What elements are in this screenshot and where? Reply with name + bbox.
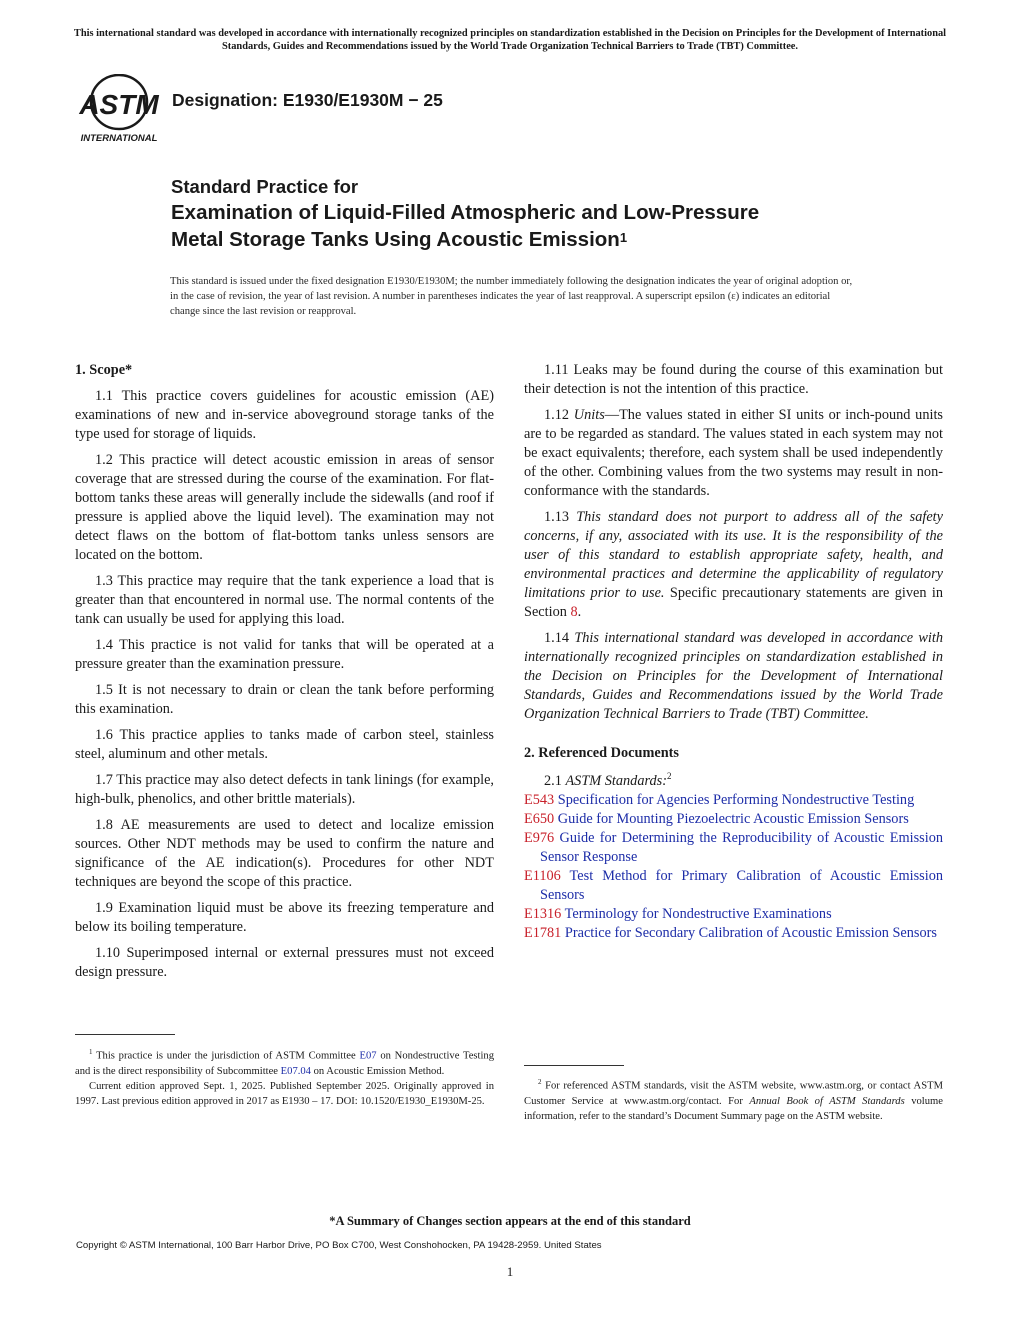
section-1-heading: 1. Scope* xyxy=(75,362,133,378)
footnote-1 xyxy=(75,1045,494,1109)
reference-title[interactable]: Guide for Determining the Reproducibility of Acoustic Emission Sensor Response xyxy=(540,829,943,865)
reference-code[interactable]: E976 xyxy=(524,829,555,846)
footnote-1-edition: Current edition approved Sept. 1, 2025. Published September 2025. Originally approved in 1997. Last previous edition approved in 2017 as E1930 – 17. DOI: 10.1520/E1930_E1930M-25. xyxy=(75,1080,494,1107)
para-1-2: 1.2 This practice will detect acoustic emission in areas of sensor coverage that are stressed during the course of the examination. For flat-bottom tanks these areas will generally include the sidewalls (and roof if pressure is applied above the liquid level). The examination may not detect flaws on the bottom of flat-bottom tanks unless sensors are located on the bottom. xyxy=(75,452,494,563)
footnote-1-text-c: on Acoustic Emission Method. xyxy=(310,1065,445,1077)
title-line-1: Standard Practice for xyxy=(171,176,359,197)
para-1-13-end: . xyxy=(577,604,582,620)
left-column xyxy=(75,361,494,989)
logo-sub: INTERNATIONAL xyxy=(80,133,158,144)
reference-title[interactable]: Specification for Agencies Performing Nondestructive Testing xyxy=(554,791,915,808)
copyright: Copyright © ASTM International, 100 Barr Harbor Drive, PO Box C700, West Conshohocken, PA 19428-2959. United States xyxy=(76,1240,602,1251)
logo-mark: ASTM xyxy=(79,89,159,120)
reference-item[interactable] xyxy=(524,810,943,829)
astm-standards-label xyxy=(524,767,943,791)
footnote-2-ref[interactable]: 2 xyxy=(667,771,672,781)
title-line-2: Examination of Liquid-Filled Atmospheric and Low-Pressure xyxy=(171,201,760,224)
para-1-12-num: 1.12 xyxy=(544,407,574,423)
reference-item[interactable] xyxy=(524,867,943,905)
footnote-1-text-a: This practice is under the jurisdiction of ASTM Committee xyxy=(92,1050,360,1062)
title-line-3: Metal Storage Tanks Using Acoustic Emission xyxy=(171,228,620,251)
units-label: Units xyxy=(573,407,605,423)
para-1-12-text: —The values stated in either SI units or inch-pound units are to be regarded as standard. The values stated in each system may not be exact equivalents; therefore, each system shall be used independently of the other. Combining values from the two systems may result in non-conformance with the standards. xyxy=(524,407,943,499)
para-1-1: 1.1 This practice covers guidelines for acoustic emission (AE) examinations of new and in-service aboveground storage tanks of the type used for storage of liquids. xyxy=(75,388,494,442)
para-1-7: 1.7 This practice may also detect defects in tank linings (for example, high-bulk, phenolics, and other brittle materials). xyxy=(75,772,494,807)
para-1-12 xyxy=(524,406,943,501)
preamble: This standard is issued under the fixed designation E1930/E1930M; the number immediately following the designation indicates the year of original adoption or, in the case of revision, the year of last revision. A number in parentheses indicates the year of last reapproval. A superscript epsilon (ε) indicates an editorial change since the last revision or reapproval. xyxy=(170,276,853,317)
reference-code[interactable]: E1781 xyxy=(524,924,562,941)
para-1-5: 1.5 It is not necessary to drain or clean the tank before performing this examination. xyxy=(75,682,494,717)
reference-code[interactable]: E1106 xyxy=(524,867,561,884)
reference-code[interactable]: E650 xyxy=(524,810,555,827)
safety-statement: This standard does not purport to address all of the safety concerns, if any, associated with its use. It is the responsibility of the user of this standard to establish appropriate safety, health, and environmental practices and determine the applicability of regulatory limitations prior to use. xyxy=(524,509,943,601)
astm-standards-text: ASTM Standards: xyxy=(565,772,667,789)
footnote-2-marker: 2 xyxy=(538,1078,542,1086)
astm-logo xyxy=(76,74,162,146)
footnote-rule-left xyxy=(75,1034,175,1035)
reference-item[interactable] xyxy=(524,791,943,810)
para-1-14-num: 1.14 xyxy=(544,630,575,646)
header-notice: This international standard was developed in accordance with internationally recognized principles on standardization established in the Decision on Principles for the Development of International Standards, Guides and Recommendations issued by the World Trade Organization Technical Barriers to Trade (TBT) Committee. xyxy=(73,28,947,52)
committee-e07-link[interactable]: E07 xyxy=(359,1050,377,1062)
para-1-13-num: 1.13 xyxy=(544,509,577,525)
para-2-1-num: 2.1 xyxy=(544,772,566,789)
para-1-14-text: This international standard was developed in accordance with internationally recognized principles on standardization established in the Decision on Principles for the Development of International Standards, Guides and Recommendations issued by the World Trade Organization Technical Barriers to Trade (TBT) Committee. xyxy=(524,630,944,722)
reference-title[interactable]: Test Method for Primary Calibration of Acoustic Emission Sensors xyxy=(540,867,943,903)
footnote-2 xyxy=(524,1075,943,1124)
reference-title[interactable]: Terminology for Nondestructive Examinations xyxy=(561,905,832,922)
footnote-1-text-b: on Nondestructive Testing and is the direct responsibility of Subcommittee xyxy=(75,1050,495,1077)
title-footnote-ref[interactable]: 1 xyxy=(619,230,628,245)
section-2-heading: 2. Referenced Documents xyxy=(524,745,679,761)
reference-item[interactable] xyxy=(524,829,943,867)
summary-of-changes-note: *A Summary of Changes section appears at the end of this standard xyxy=(329,1214,691,1228)
para-1-13 xyxy=(524,508,943,622)
footnote-1-marker: 1 xyxy=(89,1048,93,1056)
para-1-14 xyxy=(524,629,943,724)
para-1-6: 1.6 This practice applies to tanks made of carbon steel, stainless steel, aluminum and other metals. xyxy=(75,727,494,762)
reference-item[interactable] xyxy=(524,905,943,924)
designation: Designation: E1930/E1930M − 25 xyxy=(172,90,443,110)
page-number: 1 xyxy=(506,1264,514,1279)
right-column xyxy=(524,361,943,943)
footnote-rule-right xyxy=(524,1065,624,1066)
para-1-4: 1.4 This practice is not valid for tanks that will be operated at a pressure greater than the examination pressure. xyxy=(75,637,494,672)
para-1-9: 1.9 Examination liquid must be above its freezing temperature and below its boiling temperature. xyxy=(75,900,494,935)
footnote-2-text-a: For referenced ASTM standards, visit the ASTM website, www.astm.org, or contact ASTM Customer Service at www.astm.org/contact. For xyxy=(524,1080,943,1107)
reference-item[interactable] xyxy=(524,924,943,943)
footnote-2-text-b: volume information, refer to the standard’s Document Summary page on the ASTM website. xyxy=(524,1095,943,1122)
reference-code[interactable]: E1316 xyxy=(524,905,562,922)
para-1-11: 1.11 Leaks may be found during the course of this examination but their detection is not the intention of this practice. xyxy=(524,362,943,397)
annual-book-title: Annual Book of ASTM Standards xyxy=(749,1095,905,1107)
subcommittee-e0704-link[interactable]: E07.04 xyxy=(280,1065,311,1077)
para-1-10: 1.10 Superimposed internal or external pressures must not exceed design pressure. xyxy=(75,945,494,980)
reference-title[interactable]: Guide for Mounting Piezoelectric Acoustic Emission Sensors xyxy=(554,810,909,827)
section-8-link[interactable]: 8 xyxy=(570,604,578,620)
reference-code[interactable]: E543 xyxy=(524,791,555,808)
para-1-13-text: Specific precautionary statements are given in Section xyxy=(524,585,943,620)
reference-title[interactable]: Practice for Secondary Calibration of Acoustic Emission Sensors xyxy=(561,924,937,941)
para-1-8: 1.8 AE measurements are used to detect and localize emission sources. Other NDT methods may be used to confirm the nature and significance of the AE indication(s). Procedures for other NDT techniques are beyond the scope of this practice. xyxy=(75,817,494,890)
document-title xyxy=(171,175,871,253)
para-1-3: 1.3 This practice may require that the tank experience a load that is greater than that encountered in normal use. The normal contents of the tank can usually be used for applying this load. xyxy=(75,573,494,627)
